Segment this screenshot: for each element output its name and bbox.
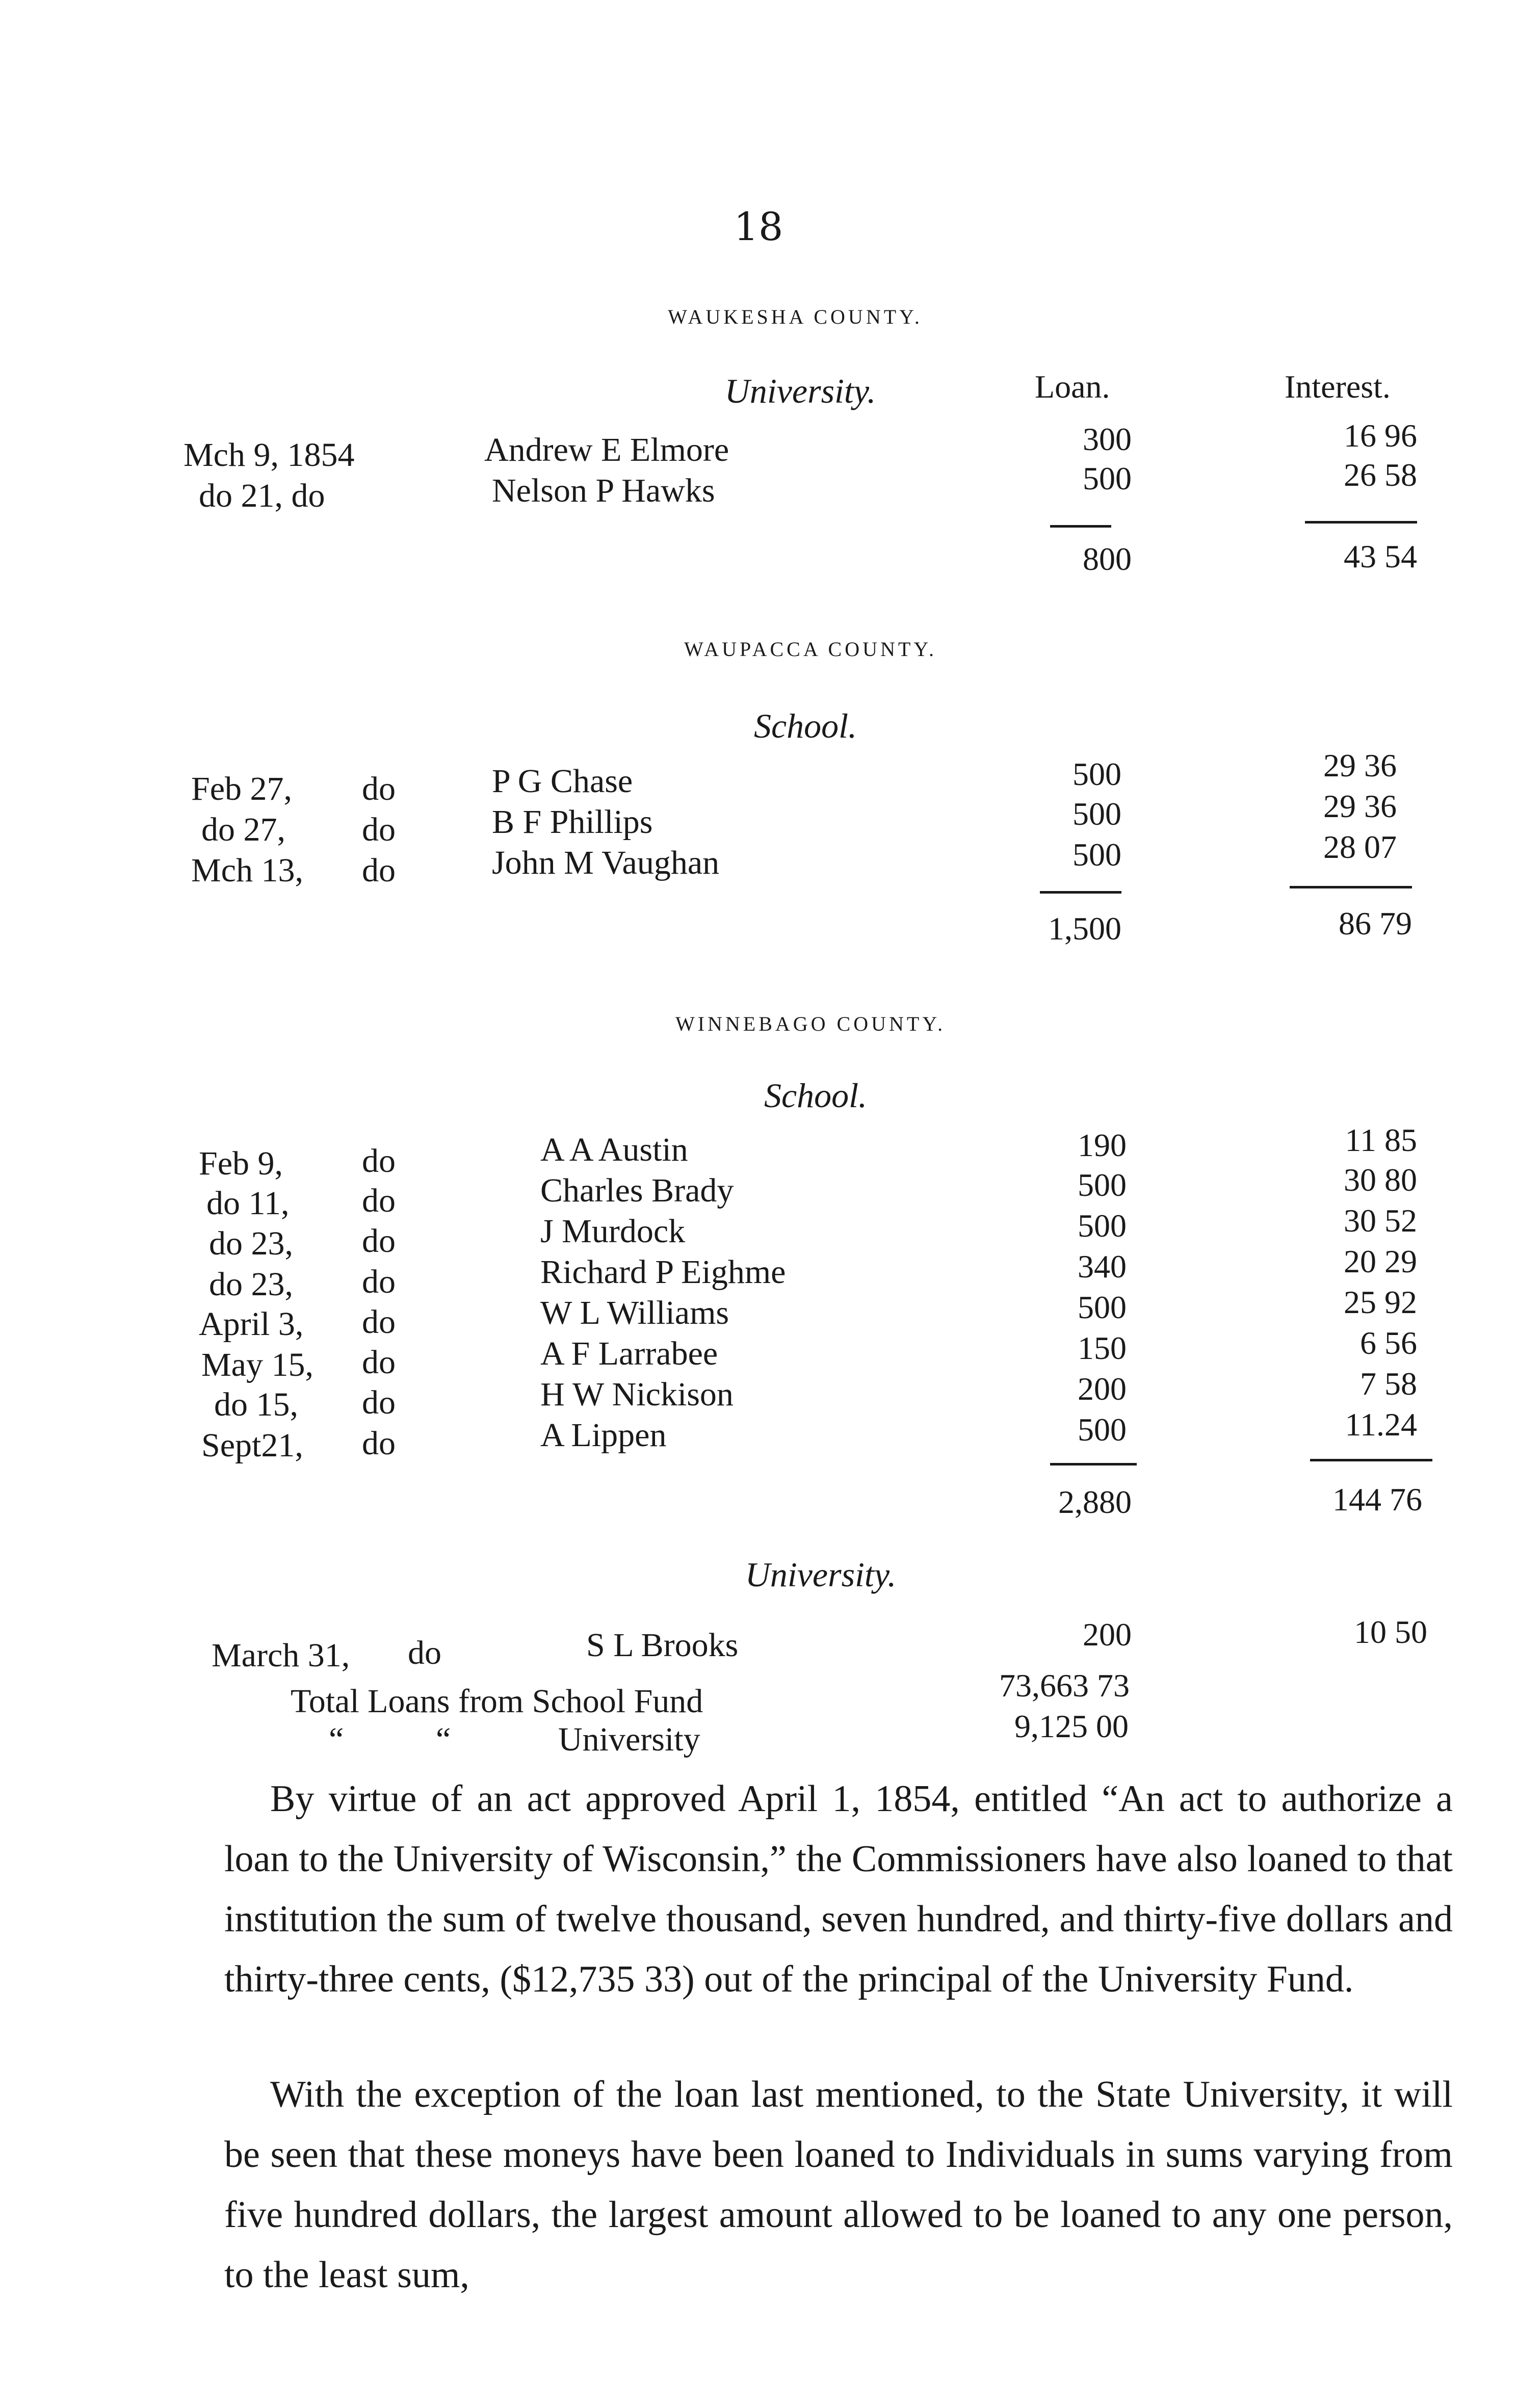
row-date: Sept21,: [201, 1427, 303, 1464]
fund-heading-school: School.: [764, 1076, 868, 1115]
row-loan: 500: [1073, 836, 1121, 873]
row-interest: 10 50: [1354, 1614, 1427, 1650]
row-ditto: do: [362, 1142, 396, 1180]
row-name: Richard P Eighme: [540, 1253, 786, 1291]
row-name: S L Brooks: [586, 1627, 739, 1664]
row-date: do 27,: [201, 811, 285, 848]
row-interest: 29 36: [1323, 788, 1397, 824]
row-interest: 28 07: [1323, 829, 1397, 865]
row-loan: 190: [1078, 1127, 1127, 1163]
row-date: do 11,: [206, 1185, 290, 1222]
county-title-waukesha: WAUKESHA COUNTY.: [668, 305, 923, 328]
row-ditto: do: [362, 811, 396, 848]
total-university-value: 9,125 00: [1014, 1708, 1129, 1744]
fund-heading-university: University.: [724, 372, 876, 410]
row-loan: 300: [1083, 421, 1132, 457]
ditto-mark: “: [329, 1721, 344, 1758]
row-date: April 3,: [199, 1305, 304, 1343]
total-interest: 86 79: [1339, 905, 1412, 941]
sum-rule: [1050, 1463, 1137, 1465]
total-school-fund-value: 73,663 73: [999, 1667, 1130, 1704]
row-ditto: do: [362, 1263, 396, 1300]
row-date: do 23,: [209, 1266, 293, 1303]
row-date: Mch 13,: [191, 852, 303, 889]
row-interest: 11.24: [1345, 1406, 1417, 1443]
total-university-label: University: [558, 1721, 700, 1758]
row-date: do 15,: [214, 1386, 298, 1423]
row-name: Andrew E Elmore: [484, 431, 729, 468]
total-interest: 144 76: [1332, 1481, 1422, 1517]
total-school-fund-label: Total Loans from School Fund: [291, 1683, 703, 1720]
row-interest: 16 96: [1344, 417, 1417, 454]
row-name: A F Larrabee: [540, 1335, 718, 1372]
row-date: May 15,: [201, 1346, 313, 1383]
row-name: Charles Brady: [540, 1172, 734, 1209]
sum-rule: [1040, 891, 1121, 894]
row-loan: 500: [1078, 1208, 1127, 1244]
row-loan: 340: [1078, 1248, 1127, 1285]
sum-rule: [1290, 886, 1412, 888]
column-header-loan: Loan.: [1035, 369, 1110, 405]
row-loan: 150: [1078, 1330, 1127, 1366]
column-header-interest: Interest.: [1285, 369, 1391, 405]
row-interest: 20 29: [1344, 1243, 1417, 1279]
row-loan: 500: [1073, 756, 1121, 792]
row-name: J Murdock: [540, 1213, 686, 1250]
row-interest: 25 92: [1344, 1284, 1417, 1320]
row-ditto: do: [362, 1182, 396, 1219]
row-name: P G Chase: [492, 763, 633, 800]
row-interest: 6 56: [1360, 1325, 1417, 1361]
row-interest: 11 85: [1345, 1122, 1417, 1158]
row-loan: 500: [1078, 1289, 1127, 1325]
body-paragraph: With the exception of the loan last mentioned, to the State University, it will be seen that these moneys have been loaned to Individuals in sums varying from five hundred dollars, the largest amount allowed to be loaned to any one person, to the least sum,: [224, 2074, 1453, 2296]
row-ditto: do: [362, 1425, 396, 1462]
row-interest: 30 80: [1344, 1162, 1417, 1198]
row-date: Mch 9, 1854: [184, 436, 355, 474]
row-ditto: do: [362, 1222, 396, 1260]
row-name: B F Phillips: [492, 803, 653, 841]
row-interest: 29 36: [1323, 747, 1397, 783]
row-ditto: do: [362, 770, 396, 807]
row-ditto: do: [408, 1634, 441, 1671]
body-paragraph: By virtue of an act approved April 1, 1854, entitled “An act to authorize a loan to the University of Wisconsin,” the Commissioners have also loaned to that institution the sum of twelve thousand, seven hundred, and thirty-five dollars and thirty-three cents, ($12,735 33) out of the principal of the University Fund.: [224, 1778, 1453, 2000]
page-number: 18: [734, 204, 783, 249]
row-loan: 500: [1073, 796, 1121, 832]
row-loan: 500: [1078, 1167, 1127, 1203]
row-loan: 500: [1078, 1411, 1127, 1448]
row-ditto: do: [362, 1344, 396, 1381]
county-title-winnebago: WINNEBAGO COUNTY.: [675, 1012, 946, 1035]
sum-rule: [1310, 1459, 1432, 1461]
row-ditto: do: [362, 1303, 396, 1341]
total-loan: 2,880: [1058, 1484, 1132, 1520]
row-interest: 30 52: [1344, 1202, 1417, 1239]
row-name: Nelson P Hawks: [492, 472, 715, 509]
row-ditto: do: [362, 1384, 396, 1421]
fund-heading-school: School.: [753, 706, 857, 745]
row-date: Feb 27,: [191, 770, 292, 807]
sum-rule: [1050, 525, 1111, 528]
total-loan: 1,500: [1048, 910, 1121, 947]
row-interest: 26 58: [1344, 457, 1417, 493]
row-date: Feb 9,: [199, 1145, 283, 1182]
row-name: H W Nickison: [540, 1376, 734, 1413]
row-name: John M Vaughan: [492, 844, 720, 881]
ditto-mark: “: [436, 1721, 451, 1758]
fund-heading-university: University.: [745, 1555, 897, 1594]
row-interest: 7 58: [1360, 1366, 1417, 1402]
total-interest: 43 54: [1344, 538, 1417, 574]
row-name: A A Austin: [540, 1131, 688, 1168]
row-ditto: do: [362, 852, 396, 889]
row-loan: 500: [1083, 460, 1132, 496]
sum-rule: [1305, 521, 1417, 524]
row-date: do 23,: [209, 1225, 293, 1262]
row-name: W L Williams: [540, 1294, 729, 1331]
row-date: do 21, do: [199, 477, 325, 514]
total-loan: 800: [1083, 541, 1132, 577]
row-loan: 200: [1083, 1616, 1132, 1653]
row-date: March 31,: [212, 1637, 350, 1674]
row-name: A Lippen: [540, 1417, 667, 1454]
county-title-waupacca: WAUPACCA COUNTY.: [684, 638, 937, 661]
row-loan: 200: [1078, 1371, 1127, 1407]
